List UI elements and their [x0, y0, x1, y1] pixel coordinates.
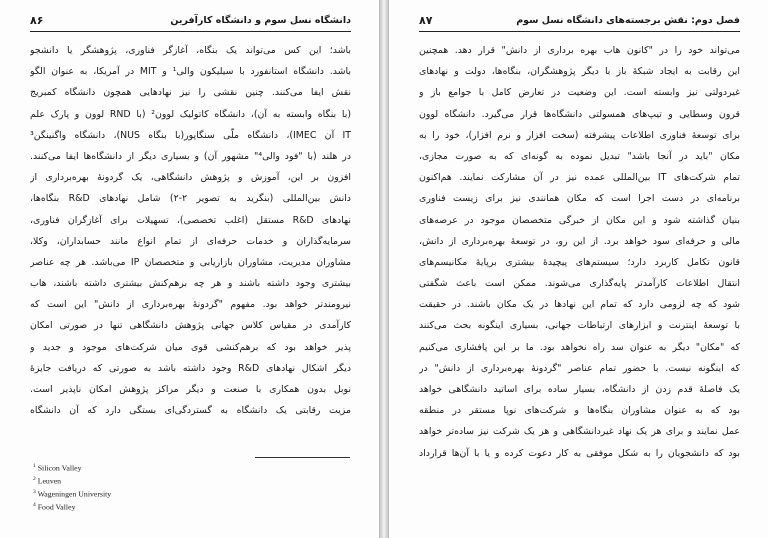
text-line: تمام شرکت‌های IT بین‌المللی عمده نیز در آن مشارکت نمایند. هم‌اکنون [419, 172, 740, 184]
text-line: که اینگونه نیست. با حضور تمام عناصر "گردونهٔ بهره‌برداری از دانش" در [419, 362, 740, 374]
text-line: بیشتری وجود داشته باشند و هر چه برهم‌کنش بیشتری داشته باشند، هاب [30, 278, 351, 290]
left-running-header [30, 12, 351, 28]
left-body-text [30, 40, 351, 421]
left-page [0, 0, 380, 538]
text-line: (با بنگاه وابسته به آن)، دانشگاه کاتولیک لوون² (با RND لوون و پارک علم [30, 108, 351, 120]
text-line: مزیت رقابتی یک دانشگاه به گستردگی‌ای بستگی دارد که آن دانشگاه [30, 405, 351, 417]
text-line: می‌تواند خود را در "کانون هاب بهره برداری از دانش" قرار دهد. همچنین [419, 45, 740, 56]
book-gutter [380, 0, 388, 538]
text-line: عمل نمایند و برای هر یک نهاد غیردانشگاهی و هر یک شرکت نیز ساده‌تر خواهد [419, 426, 740, 438]
footnote [33, 487, 111, 500]
text-line: مکان "باید در آنجا باشد" تبدیل نموده به گونه‌ای که به صورت مجازی، [419, 150, 740, 162]
footnote [33, 461, 111, 474]
left-header-rule [30, 31, 351, 32]
text-line: شود که چه لزومی دارد که تمام این نهادها در یک مکان باشند. در حقیقت [419, 299, 740, 311]
footnote-number: 1 [33, 463, 36, 469]
footnote [33, 500, 111, 513]
footnote-number: 2 [33, 476, 36, 483]
footnote-text: Leuven [37, 476, 62, 486]
text-line: افزون بر این، آموزش و پژوهش دانشگاهی، یک گردونهٔ بهره‌برداری از [30, 172, 351, 184]
text-line: غیردولتی نیز وابسته است. این وضعیت در تعارض کامل با جوامع باز و [419, 87, 740, 99]
right-body-text [419, 40, 740, 464]
text-line: دانش بین‌المللی (بنگرید به تصویر ۲-۲) شامل نهادهای R&D بنگاه‌ها، [30, 193, 351, 205]
text-line: برنامه‌ای در دست اجرا است که مکان همانندی نیز برای زیست فناوری [419, 193, 740, 205]
text-line: با توسعهٔ اینترنت و ابزارهای ارتباطات جهانی، بسیاری اینگونه بحث می‌کنند [419, 320, 740, 332]
right-running-header [419, 12, 740, 28]
text-line: مشاوران مدیریت، مشاوران بازاریابی و متخصصان IP می‌باشد. هر چه عناصر [30, 256, 351, 268]
footnote-text: Food Valley [37, 502, 76, 512]
footnote-text: Silicon Valley [37, 463, 82, 473]
text-line: در هلند (با "فود والی⁴" مشهور آن) و بسیاری دیگر از دانشگاه‌ها ایفا می‌کنند. [30, 150, 351, 162]
text-line: پذیر خواهد بود که برهم‌کنشی قوی میان شرکت‌های موجود و جدید و [30, 341, 351, 353]
text-line: نقش ایفا می‌کنند. چنین نقشی را نیز نهادهایی همچون دانشگاه کمبریج [30, 87, 351, 99]
text-line: قانون تکامل کاربرد دارد؛ سیستم‌های پیچیدهٔ بیشتری برپایهٔ مکانیسم‌های [419, 256, 740, 268]
text-line: بود که به عنوان مشاوران بنگاه‌ها و شرکت‌های نوپا مستقر در منطقه [419, 405, 740, 417]
text-line: بنیان گذاشته شود و این مکان از خبرگی متخصصان موجود در عرصه‌های [419, 214, 740, 226]
footnote [33, 474, 111, 487]
footnote-text: Wageningen University [37, 489, 112, 499]
right-page [388, 0, 768, 538]
footnote-number: 4 [33, 502, 36, 509]
right-header-rule [419, 31, 740, 32]
text-line: نوبل بدون همکاری با صنعت و دیگر مراکز پژوهش امکان ناپذیر است. [30, 384, 351, 395]
footnote-number: 3 [33, 489, 36, 496]
text-line: مالی و حرفه‌ای سود خواهد برد. از این رو، در توسعهٔ بهره‌برداری از دانش، [419, 235, 740, 247]
text-line: باشد؛ این کس می‌تواند یک بنگاه، آغازگر فناوری، پژوهشگر یا دانشجو [30, 45, 351, 56]
left-header-title: دانشگاه نسل سوم و دانشگاه کارآفرین [170, 14, 351, 26]
right-page-number: ۸۷ [419, 13, 433, 27]
left-page-number: ۸۶ [30, 13, 44, 27]
text-line: قرون وسطایی و تیپ‌های همسولتی دانشگاه‌ها قرار می‌گیرد. دانشگاه لوون [419, 108, 740, 120]
right-header-title: فصل دوم: نقش برجسته‌های دانشگاه نسل سوم [516, 14, 740, 26]
text-line: که "مکان" دیگر به عنوان سد راه نخواهد بود. ما بر این پافشاری می‌کنیم [419, 341, 740, 353]
text-line: سرمایه‌گذاران و خدمات حرفه‌ای از تمام انواع مانند حسابداران، وکلا، [30, 235, 351, 247]
text-line: این رقابت به ایجاد شبکهٔ باز با دیگر پژوهشگران، بنگاه‌ها، دولت و نهادهای [419, 66, 740, 78]
text-line: انتقال اطلاعات کارآمدتر پایه‌گذاری می‌شوند. ممکن است باعث شگفتی [419, 278, 740, 290]
text-line: برای توسعهٔ فناوری اطلاعات پیشرفته (سخت افزار و نرم افزار)، خود را به [419, 129, 740, 141]
text-line: نیرومندتر خواهد بود. مفهوم "گردونهٔ بهره‌برداری از دانش" این است که [30, 299, 351, 311]
text-line: دیگر اشکال نهادهای R&D وجود داشته باشد به صورتی که دریافت جایزهٔ [30, 362, 351, 374]
text-line: کارآمدی در مقیاس کلاس جهانی پژوهش دانشگاهی تنها در صورتی امکان [30, 320, 351, 332]
text-line: IT آن IMEC)، دانشگاه ملّی سنگاپور(با بنگاه NUS)، دانشگاه واگنینگن³ [30, 129, 351, 141]
text-line: بود که دانشجویان را به شکل موفقی به کار دعوت کرده و یا با آن‌ها قرارداد [419, 447, 740, 459]
text-line: باشد. دانشگاه استانفورد با سیلیکون والی¹ و MIT در آمریکا، به عنوان الگو [30, 66, 351, 78]
text-line: نهادهای R&D مستقل (اغلب تخصصی)، تسهیلات برای آغازگران فناوری، [30, 214, 351, 226]
footnotes [33, 461, 111, 513]
text-line: یک فاصلهٔ قدم زدن از دانشگاه، بسیار ساده برای اساتید دانشگاهی خواهد [419, 384, 740, 395]
footnote-separator [255, 457, 350, 458]
